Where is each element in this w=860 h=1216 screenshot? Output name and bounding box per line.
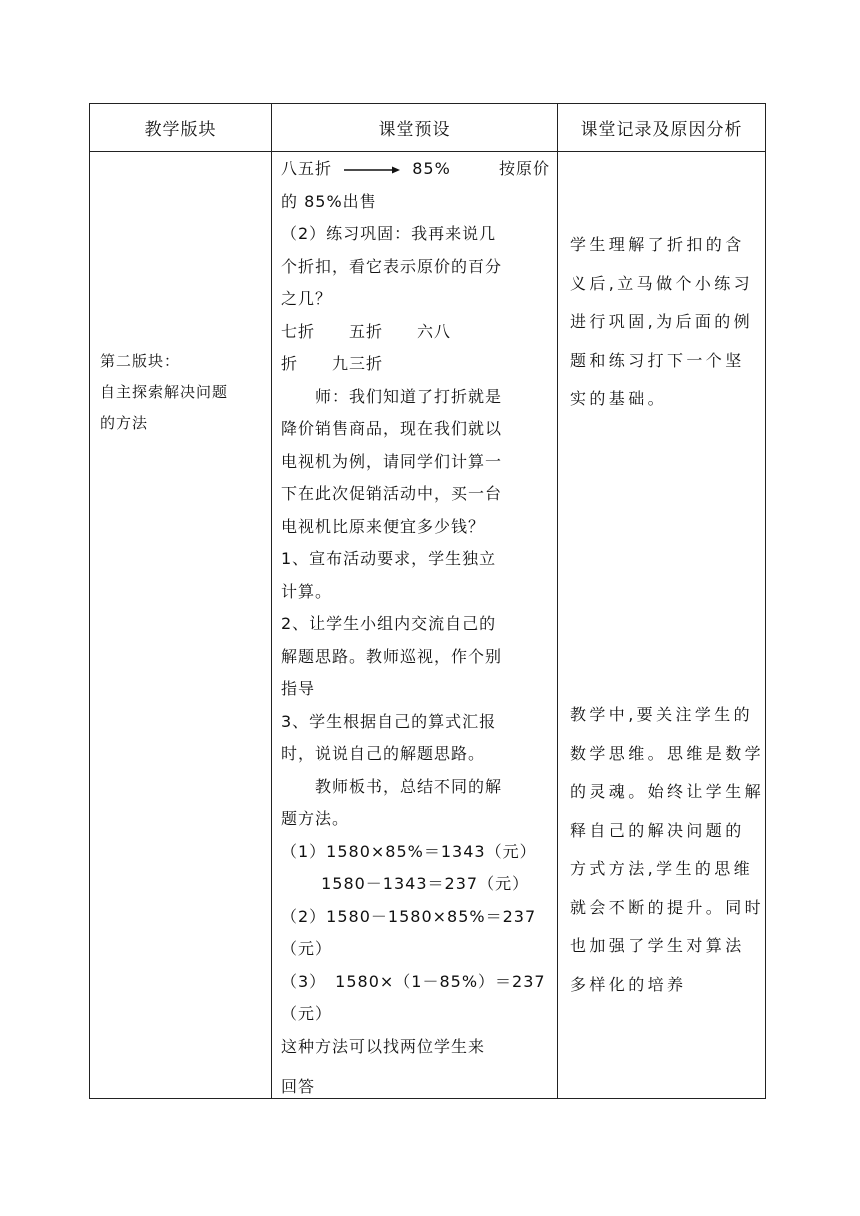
discount-term: 八五折 — [281, 159, 333, 178]
formula-line: 1580－1343＝237（元） — [281, 874, 530, 893]
header-divider — [90, 151, 765, 152]
arrow-right-icon — [344, 165, 400, 175]
plan-line: 折 九三折 — [281, 354, 384, 373]
record-line: 义后,立马做个小练习 — [570, 273, 754, 293]
plan-line: 之几？ — [281, 289, 333, 308]
header-teaching-section: 教学版块 — [144, 120, 217, 140]
plan-line: 计算。 — [281, 581, 333, 601]
formula-line: （元） — [281, 1004, 333, 1023]
plan-line: 师：我们知道了打折就是 — [281, 386, 503, 406]
class-plan-cell — [281, 153, 561, 1104]
plan-line: 这种方法可以找两位学生来 — [281, 1036, 486, 1056]
plan-line: 3、学生根据自己的算式汇报 — [281, 711, 497, 731]
plan-line: 电视机比原来便宜多少钱？ — [281, 516, 486, 536]
section-line: 自主探索解决问题 — [100, 383, 229, 401]
record-note-1 — [570, 226, 753, 419]
plan-line: 降价销售商品，现在我们就以 — [281, 419, 503, 438]
record-line: 多样化的培养 — [570, 974, 687, 994]
record-line: 数学思维。思维是数学 — [570, 743, 765, 763]
record-line: 就会不断的提升。同时 — [570, 897, 765, 917]
plan-line: 电视机为例，请同学们计算一 — [281, 451, 503, 471]
record-line: 题和练习打下一个坚 — [570, 350, 745, 370]
header-class-plan: 课堂预设 — [378, 120, 451, 140]
section-line: 的方法 — [100, 414, 149, 432]
record-line: 也加强了学生对算法 — [570, 936, 745, 955]
record-line: 的灵魂。始终让学生解 — [570, 782, 765, 801]
formula-line: （元） — [281, 939, 333, 958]
record-line: 释自己的解决问题的 — [570, 820, 745, 840]
plan-line: 指导 — [281, 679, 316, 698]
plan-line: 时，说说自己的解题思路。 — [281, 744, 486, 763]
record-line: 方式方法,学生的思维 — [570, 859, 754, 878]
formula-line: （1）1580×85%＝1343（元） — [281, 841, 537, 861]
discount-meaning: 按原价 — [498, 159, 550, 178]
record-line: 进行巩固,为后面的例 — [570, 312, 754, 331]
formula-line: （2）1580－1580×85%＝237 — [281, 906, 537, 926]
column-divider — [271, 104, 272, 1098]
discount-percent: 85% — [412, 159, 451, 178]
plan-line: （2）练习巩固：我再来说几 — [281, 224, 497, 243]
section-name-cell — [100, 346, 270, 439]
plan-line: 的 85%出售 — [281, 191, 377, 211]
header-class-record: 课堂记录及原因分析 — [580, 120, 743, 140]
plan-line: 个折扣，看它表示原价的百分 — [281, 256, 503, 276]
formula-line: （3） 1580×（1－85%）＝237 — [281, 971, 546, 991]
plan-line: 1、宣布活动要求，学生独立 — [281, 549, 497, 568]
plan-line: 2、让学生小组内交流自己的 — [281, 614, 497, 633]
section-line: 第二版块： — [100, 352, 181, 370]
plan-line — [281, 153, 561, 186]
lesson-table — [89, 103, 766, 1099]
plan-line: 题方法。 — [281, 809, 350, 828]
record-line: 实的基础。 — [570, 389, 668, 408]
record-note-2 — [570, 696, 764, 1004]
plan-line: 七折 五折 六八 — [281, 321, 452, 341]
plan-line: 回答 — [281, 1077, 316, 1096]
record-line: 学生理解了折扣的含 — [570, 235, 745, 254]
record-line: 教学中,要关注学生的 — [570, 705, 754, 724]
plan-line: 教师板书，总结不同的解 — [281, 776, 503, 796]
plan-line: 解题思路。教师巡视，作个别 — [281, 646, 503, 666]
plan-line: 下在此次促销活动中，买一台 — [281, 484, 503, 503]
